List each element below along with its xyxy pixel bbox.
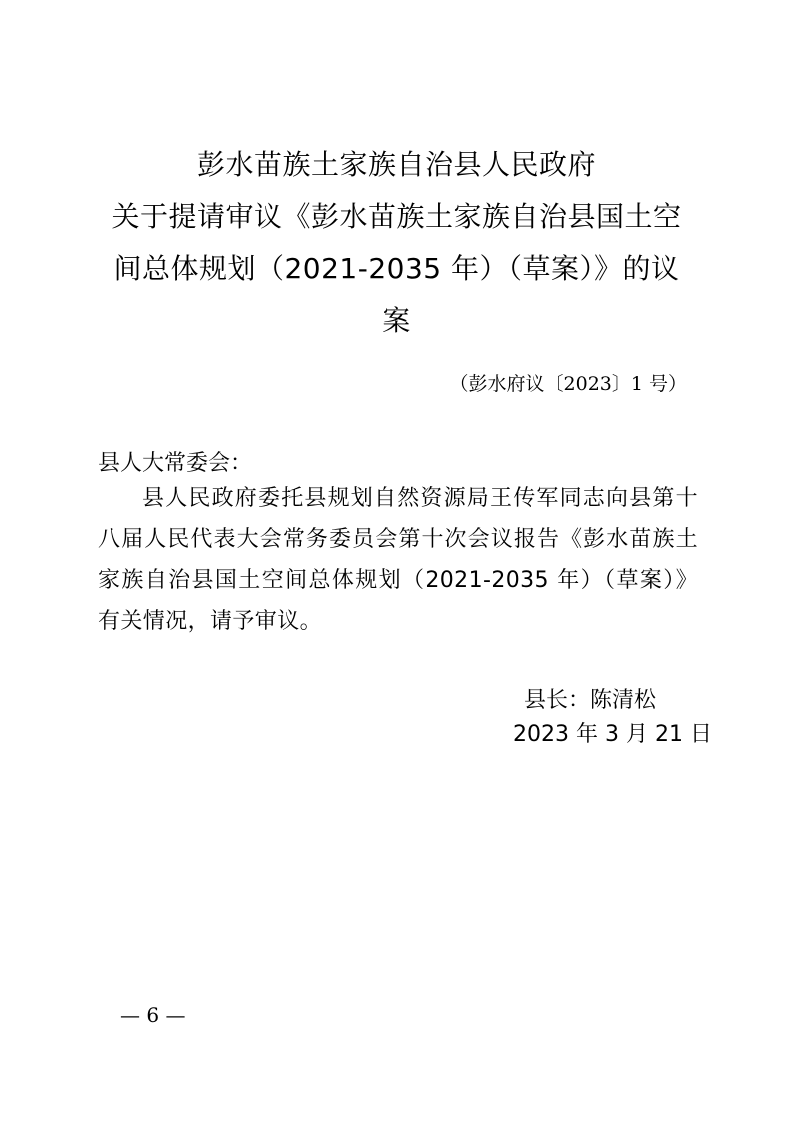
title-line-1: 彭水苗族土家族自治县人民政府 xyxy=(196,148,596,181)
title-line-4: 案 xyxy=(382,304,411,337)
title-line-3: 间总体规划（2021-2035 年）（草案）》的议 xyxy=(113,252,680,285)
signature-date: 2023 年 3 月 21 日 xyxy=(513,722,712,747)
body-paragraph: 县人民政府委托县规划自然资源局王传军同志向县第十八届人民代表大会常务委员会第十次会议报告《彭水苗族土家族自治县国土空间总体规划（2021-2035 年）（草案）》有关情况，请予审议。 xyxy=(98,486,698,634)
salutation: 县人大常委会： xyxy=(98,451,253,476)
page-number: — 6 — xyxy=(120,1003,186,1027)
document-number: （彭水府议〔2023〕1 号） xyxy=(449,373,687,395)
title-line-2: 关于提请审议《彭水苗族土家族自治县国土空 xyxy=(111,200,682,233)
signature-title: 县长：陈清松 xyxy=(524,688,657,713)
